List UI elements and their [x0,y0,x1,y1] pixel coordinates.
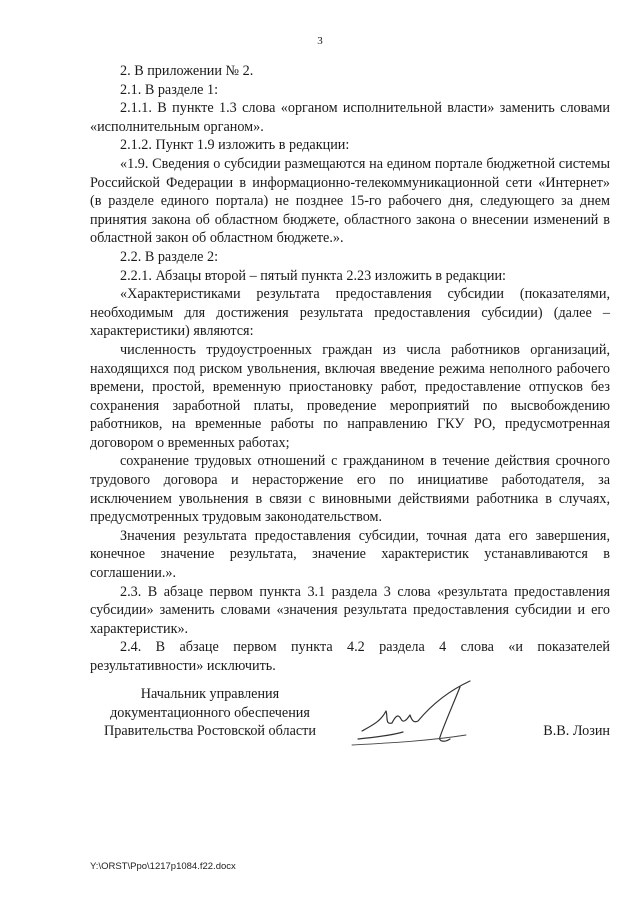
paragraph: 2.1. В разделе 1: [120,81,219,98]
paragraph: сохранение трудовых отношений с гражданином в течение действия срочного трудового договора и нерасторжение его по инициативе работодателя, за исключением увольнения в связи с виновными действиями работника в случаях, предусмотренных трудовым законодательством. [90,453,610,526]
footer-file-path: Y:\ORST\Ppo\1217p1084.f22.docx [90,861,236,872]
paragraph: «1.9. Сведения о субсидии размещаются на едином портале бюджетной системы Российской Федерации в информационно-телекоммуникационной сети «Интернет» (в разделе единого портала) не позднее 15-го рабочего дня, следующего за днем принятия закона об областном бюджете, областного закона о внесении изменений в областной закон об областном бюджете.». [90,155,610,247]
paragraph: «Характеристиками результата предоставления субсидии (показателями, необходимым для достижения результата предоставления субсидии) (далее – характеристики) являются: [90,286,610,340]
signatory-name: В.В. Лозин [543,723,610,739]
signature-block [90,685,610,755]
handwritten-signature [348,677,498,757]
signatory-title-line: Начальник управления [140,686,280,702]
paragraph: 2.3. В абзаце первом пункта 3.1 раздела 3 слова «результата предоставления субсидии» заменить словами «значения результата предоставления субсидии и его характеристик». [90,583,610,637]
signatory-title [90,685,330,741]
signatory-title-line: документационного обеспечения [110,704,310,721]
paragraph: 2.2. В разделе 2: [120,248,219,265]
paragraph: 2. В приложении № 2. [120,63,254,79]
paragraph: Значения результата предоставления субсидии, точная дата его завершения, конечное значение результата, значение характеристик устанавливаются в соглашении.». [90,527,610,582]
paragraph: 2.1.1. В пункте 1.3 слова «органом исполнительной власти» заменить словами «исполнительным органом». [90,100,610,135]
signatory-title-line: Правительства Ростовской области [104,723,316,740]
paragraph: численность трудоустроенных граждан из числа работников организаций, находящихся под риском увольнения, включая введение режима неполного рабочего времени, простой, временную приостановку работ, предоставление отпусков без сохранения заработной платы, проведение мероприятий по высвобождению работников, на временные работы по направлению ГКУ РО, предусмотренная договором о временных работах; [90,341,610,451]
paragraph: 2.2.1. Абзацы второй – пятый пункта 2.23 изложить в редакции: [120,267,506,284]
paragraph: 2.1.2. Пункт 1.9 изложить в редакции: [120,137,350,154]
paragraph: 2.4. В абзаце первом пункта 4.2 раздела 4 слова «и показателей результативности» исключить. [90,639,610,674]
page-number: 3 [317,35,323,47]
document-body [90,62,610,676]
